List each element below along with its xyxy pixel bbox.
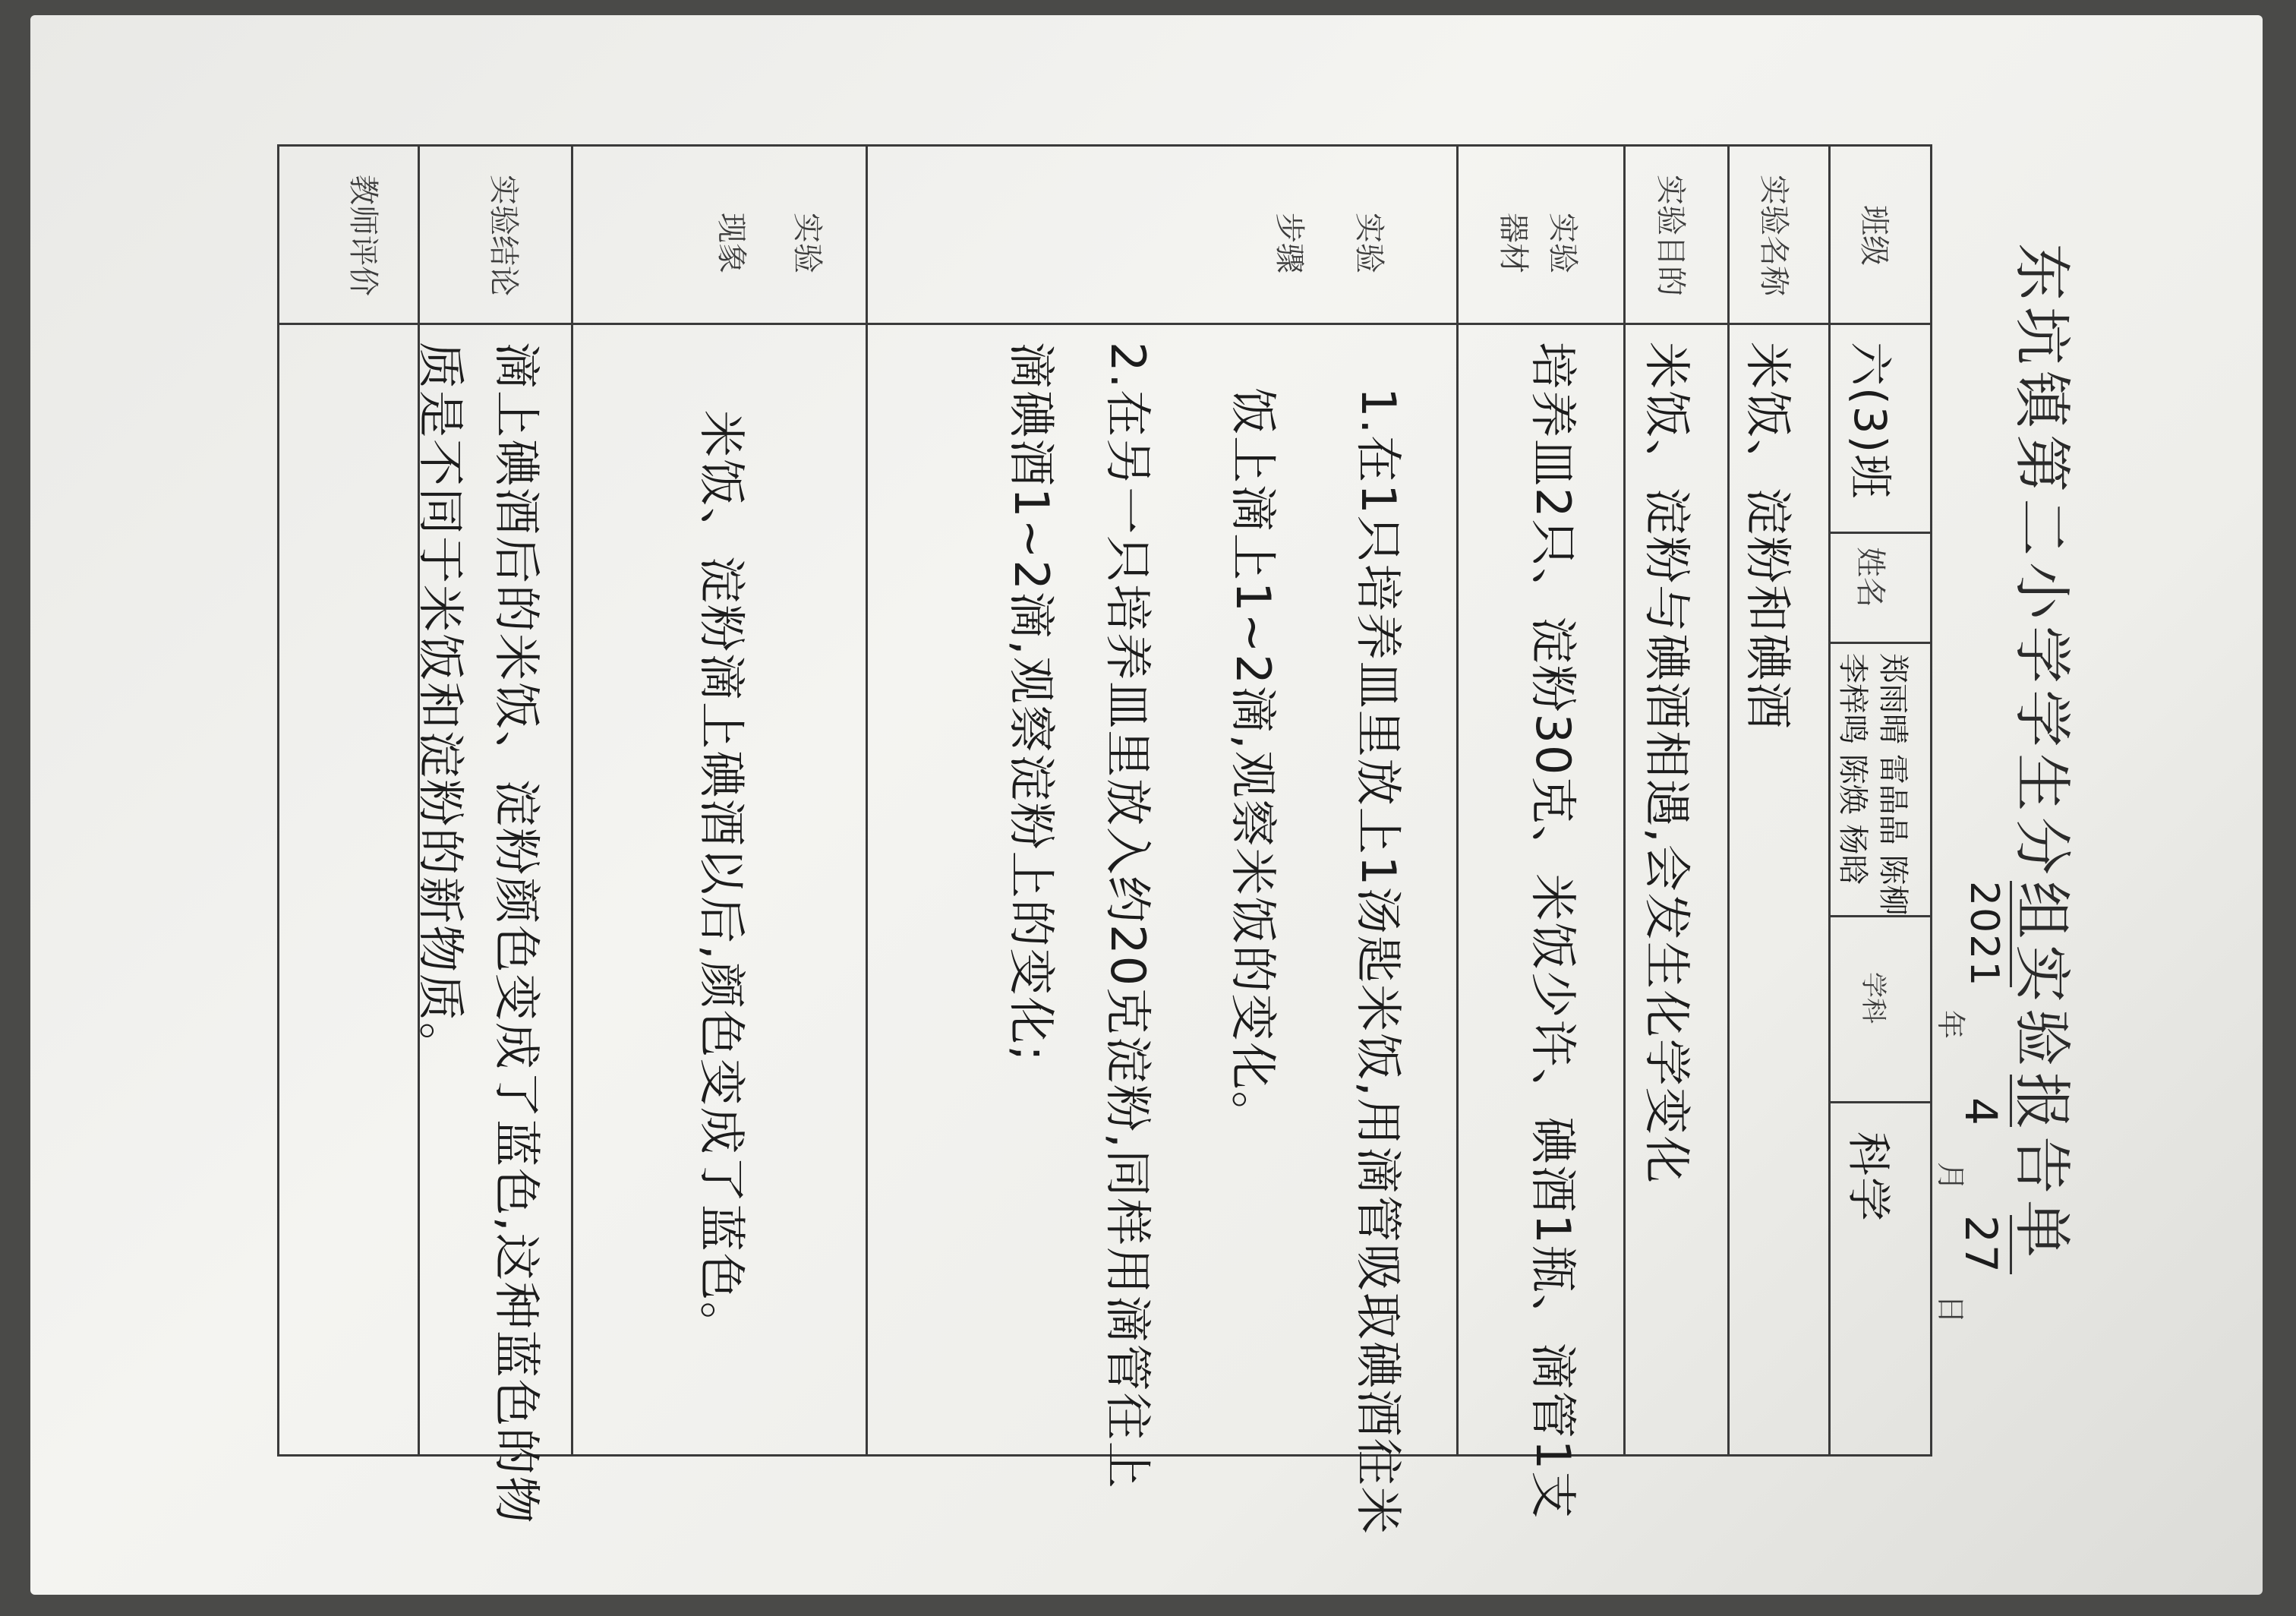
row-divider <box>571 144 573 1457</box>
step2-line2: 滴碘酒1~2滴,观察淀粉上的变化; <box>1004 342 1059 1063</box>
date-year-label: 年 <box>1934 1010 1967 1040</box>
purpose-label: 实验目的 <box>1653 175 1688 296</box>
step1-line2: 饭上滴上1~2滴,观察米饭的变化。 <box>1225 387 1281 1140</box>
experiment-name-label: 实验名称 <box>1756 175 1791 296</box>
name-label: 姓名 <box>1853 547 1888 608</box>
purpose-value: 米饭、淀粉与碘酒相遇,会发生化学变化 <box>1639 342 1695 1185</box>
step1-line1: 1.在1只培养皿里放上1汤匙米饭,用滴管吸取碘酒往米 <box>1351 387 1406 1536</box>
conclusion-label: 实验结论 <box>486 175 521 296</box>
subject-label: 学科 <box>1858 972 1888 1024</box>
date-day: 27 <box>1955 1215 2012 1274</box>
steps-label-2: 步骤 <box>1272 213 1307 273</box>
experiment-name-value: 米饭、淀粉和碘酒 <box>1740 342 1796 731</box>
date-day-label: 日 <box>1934 1295 1967 1324</box>
date-month-label: 月 <box>1934 1162 1967 1191</box>
names-line1: 郑雨晴 雷晶晶 陈柳 <box>1875 653 1910 916</box>
steps-label-1: 实验 <box>1351 213 1386 273</box>
row-divider <box>1727 144 1730 1457</box>
teacher-evaluation-label: 教师评价 <box>345 175 380 296</box>
date-year: 2021 <box>1961 881 2012 987</box>
label-column-divider <box>277 323 1932 325</box>
step2-line1: 2.在另一只培养皿里放入约20克淀粉,同样用滴管往上 <box>1100 342 1156 1490</box>
phenomenon-value: 米饭、淀粉滴上碘酒以后,颜色变成了蓝色。 <box>694 410 749 1350</box>
header-cell-divider <box>1828 532 1932 534</box>
table-border-right <box>1930 144 1932 1457</box>
class-value: 六(3)班 <box>1844 342 1896 500</box>
header-cell-divider <box>1828 642 1932 644</box>
table-border-left <box>277 144 279 1457</box>
report-title: 东坑镇第二小学学生分组实验报告单 <box>2008 243 2076 1264</box>
row-divider <box>1456 144 1459 1457</box>
table-border-top <box>277 144 1932 147</box>
report-sheet <box>30 15 2263 1595</box>
row-divider <box>1623 144 1626 1457</box>
header-cell-divider <box>1828 1101 1932 1103</box>
subject-value: 科学 <box>1843 1132 1894 1223</box>
phenomenon-label-2: 现象 <box>714 213 749 273</box>
materials-label-2: 器材 <box>1496 213 1531 273</box>
header-cell-divider <box>1828 915 1932 917</box>
materials-value: 培养皿2只、淀粉30克、米饭少许、碘酒1瓶、滴管1支 <box>1525 342 1581 1520</box>
names-line2: 李梓鸣 陈焕 杨晗 <box>1835 653 1870 885</box>
row-divider <box>1828 144 1831 1457</box>
conclusion-line1: 滴上碘酒后的米饭、淀粉颜色变成了蓝色,这种蓝色的物 <box>489 342 544 1525</box>
conclusion-line2: 质是不同于米饭和淀粉的新物质。 <box>413 342 468 1072</box>
materials-label-1: 实验 <box>1545 213 1580 273</box>
phenomenon-label-1: 实验 <box>790 213 825 273</box>
row-divider <box>866 144 868 1457</box>
date-month: 4 <box>1955 1075 2012 1127</box>
class-label: 班级 <box>1856 205 1891 266</box>
